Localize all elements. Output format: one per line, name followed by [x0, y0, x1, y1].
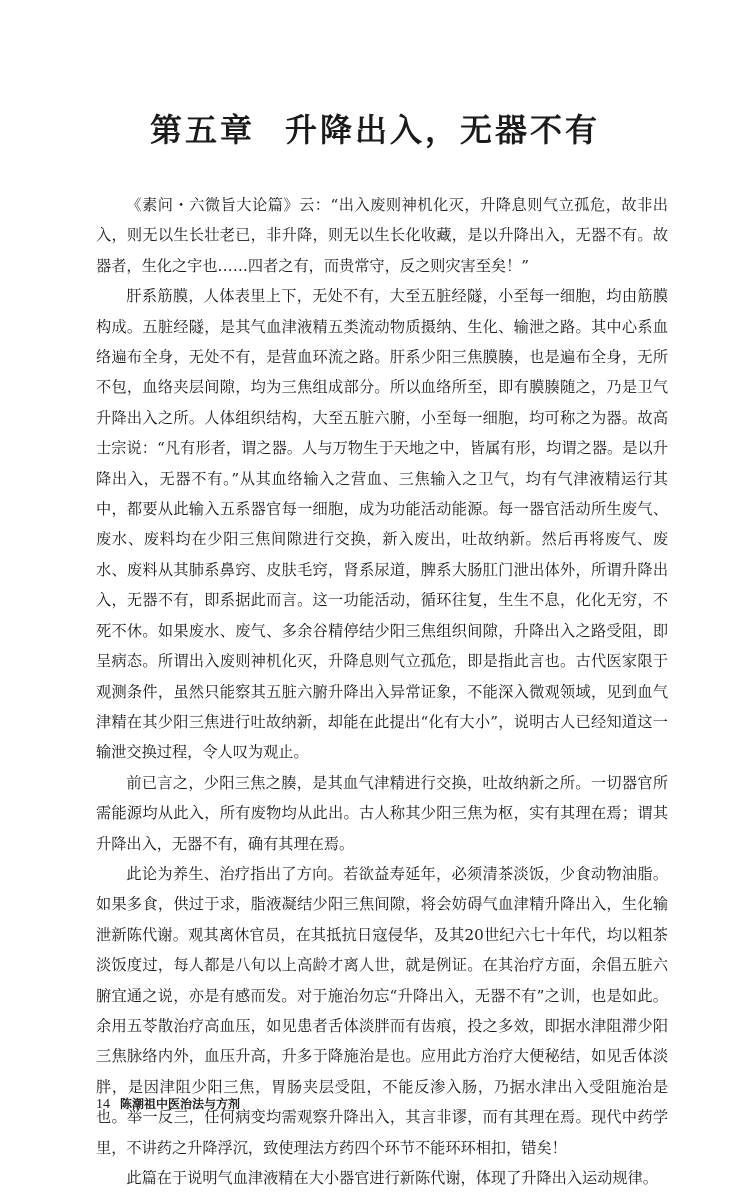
- page-number: 14: [96, 1097, 110, 1112]
- page-footer: [96, 1094, 240, 1115]
- paragraph-3: 前已言之，少阳三焦之腠，是其血气津精进行交换，吐故纳新之所。一切器官所需能源均从此入，所有废物均从此出。古人称其少阳三焦为枢，实有其理在焉；谓其升降出入，无器不有，确有其理在焉。: [96, 773, 668, 853]
- paragraph-2: 肝系筋膜，人体表里上下，无处不有，大至五脏经隧，小至每一细胞，均由筋膜构成。五脏经隧，是其气血津液精五类流动物质摄纳、生化、输泄之路。其中心系血络遍布全身，无处不有，是营血环流之路。肝系少阳三焦膜腠，也是遍布全身，无所不包，血络夹层间隙，均为三焦组成部分。所以血络所至，即有膜腠随之，乃是卫气升降出入之所。人体组织结构，大至五脏六腑，小至每一细胞，均可称之为器。故高士宗说：“凡有形者，谓之器。人与万物生于天地之中，皆属有形，均谓之器。是以升降出入，无器不有。”从其血络输入之营血、三焦输入之卫气，均有气津液精运行其中，都要从此输入五系器官每一细胞，成为功能活动能源。每一器官活动所生废气、废水、废料均在少阳三焦间隙进行交换，新入废出，吐故纳新。然后再将废气、废水、废料从其肺系鼻窍、皮肤毛窍，肾系尿道，脾系大肠肛门泄出体外，所谓升降出入，无器不有，即系据此而言。这一功能活动，循环往复，生生不息，化化无穷，不死不休。如果废水、废气、多余谷精停结少阳三焦组织间隙，升降出入之路受阻，即呈病态。所谓出入废则神机化灭，升降息则气立孤危，即是指此言也。古代医家限于观测条件，虽然只能察其五脏六腑升降出入异常证象，不能深入微观领域，见到血气津精在其少阳三焦进行吐故纳新，却能在此提出“化有大小”，说明古人已经知道这一输泄交换过程，令人叹为观止。: [96, 287, 668, 762]
- paragraph-1: 《素问・六微旨大论篇》云：“出入废则神机化灭，升降息则气立孤危，故非出入，则无以生长壮老已，非升降，则无以生长化收藏，是以升降出入，无器不有。故器者，生化之宇也……四者之有，而贵常守，反之则灾害至矣！”: [96, 196, 668, 275]
- chapter-number: 第五章: [149, 111, 255, 149]
- paragraph-5: 此篇在于说明气血津液精在大小器官进行新陈代谢，体现了升降出入运动规律。: [126, 1169, 658, 1187]
- paragraph-4: 此论为养生、治疗指出了方向。若欲益寿延年，必须清茶淡饭，少食动物油脂。如果多食，供过于求，脂液凝结少阳三焦间隙，将会妨碍气血津精升降出入，生化输泄新陈代谢。观其离休官员，在其抵抗日寇侵华，及其20世纪六七十年代，均以粗茶淡饭度过，每人都是八旬以上高龄才离人世，就是例证。在其治疗方面，余倡五脏六腑宜通之说，亦是有感而发。对于施治勿忘“升降出入，无器不有”之训，也是如此。余用五苓散治疗高血压，如见患者舌体淡胖而有齿痕，投之多效，即据水津阻滞少阳三焦脉络内外，血压升高，升多于降施治是也。应用此方治疗大便秘结，如见舌体淡胖，是因津阻少阳三焦，胃肠夹层受阻，不能反渗入肠，乃据水津出入受阻施治是也。举一反三，任何病变均需观察升降出入，其言非谬，而有其理在焉。现代中药学里，不讲药之升降浮沉，致使理法方药四个环节不能环环相扣，错矣！: [96, 864, 668, 1157]
- chapter-title: [0, 108, 750, 152]
- book-title: 陈潮祖中医治法与方剂: [120, 1097, 241, 1111]
- chapter-name: 升降出入，无器不有: [285, 111, 601, 149]
- body-text: [96, 190, 668, 1193]
